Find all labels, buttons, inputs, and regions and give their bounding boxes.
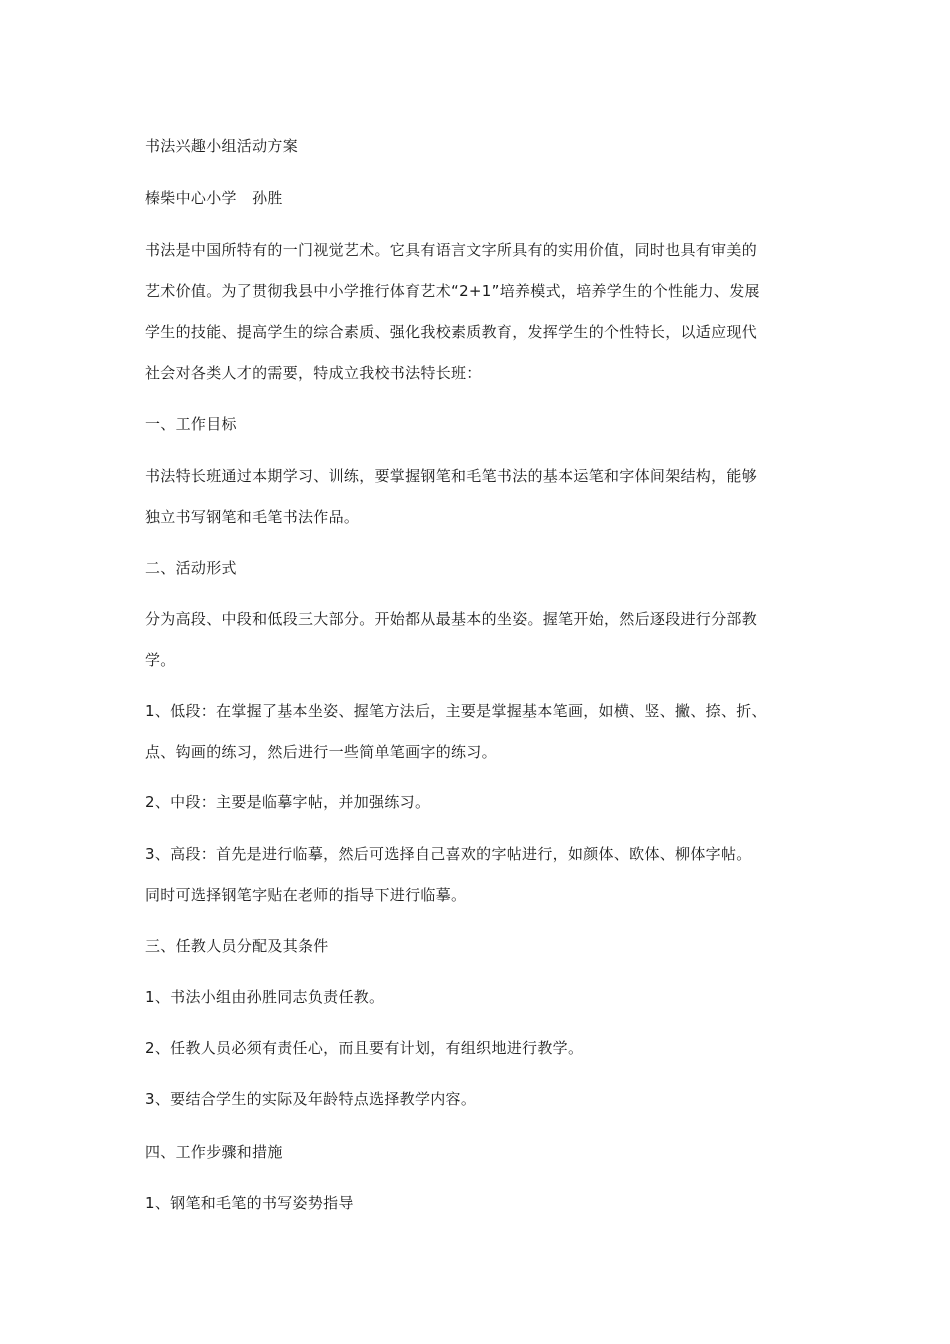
section-body-line: 分为高段、中段和低段三大部分。开始都从最基本的坐姿。握笔开始，然后逐段进行分部教 — [145, 610, 758, 628]
intro-line: 艺术价值。为了贯彻我县中小学推行体育艺术“2+1”培养模式，培养学生的个性能力、发展 — [145, 282, 760, 300]
list-item-line: 点、钩画的练习，然后进行一些简单笔画字的练习。 — [145, 743, 497, 761]
list-item: 2、中段：主要是临摹字帖，并加强练习。 — [145, 793, 431, 811]
intro-line: 学生的技能、提高学生的综合素质、强化我校素质教育，发挥学生的个性特长，以适应现代 — [145, 323, 758, 341]
author-line: 榛柴中心小学 孙胜 — [145, 189, 283, 207]
section-heading: 一、工作目标 — [145, 415, 237, 433]
section-body-line: 书法特长班通过本期学习、训练，要掌握钢笔和毛笔书法的基本运笔和字体间架结构，能够 — [145, 467, 758, 485]
section-body-line: 学。 — [145, 651, 176, 669]
section-heading: 四、工作步骤和措施 — [145, 1143, 283, 1161]
list-item-line: 同时可选择钢笔字贴在老师的指导下进行临摹。 — [145, 886, 467, 904]
section-heading: 三、任教人员分配及其条件 — [145, 937, 329, 955]
intro-line: 书法是中国所特有的一门视觉艺术。它具有语言文字所具有的实用价值，同时也具有审美的 — [145, 241, 758, 259]
list-item: 2、任教人员必须有责任心，而且要有计划，有组织地进行教学。 — [145, 1039, 584, 1057]
list-item: 1、钢笔和毛笔的书写姿势指导 — [145, 1194, 354, 1212]
intro-line: 社会对各类人才的需要，特成立我校书法特长班： — [145, 364, 482, 382]
list-item: 1、书法小组由孙胜同志负责任教。 — [145, 988, 385, 1006]
list-item: 3、要结合学生的实际及年龄特点选择教学内容。 — [145, 1090, 477, 1108]
section-heading: 二、活动形式 — [145, 559, 237, 577]
list-item-line: 1、低段：在掌握了基本坐姿、握笔方法后，主要是掌握基本笔画，如横、竖、撇、捺、折、 — [145, 702, 767, 720]
section-body-line: 独立书写钢笔和毛笔书法作品。 — [145, 508, 360, 526]
list-item-line: 3、高段：首先是进行临摹，然后可选择自己喜欢的字帖进行，如颜体、欧体、柳体字帖。 — [145, 845, 752, 863]
document-title: 书法兴趣小组活动方案 — [145, 137, 299, 155]
